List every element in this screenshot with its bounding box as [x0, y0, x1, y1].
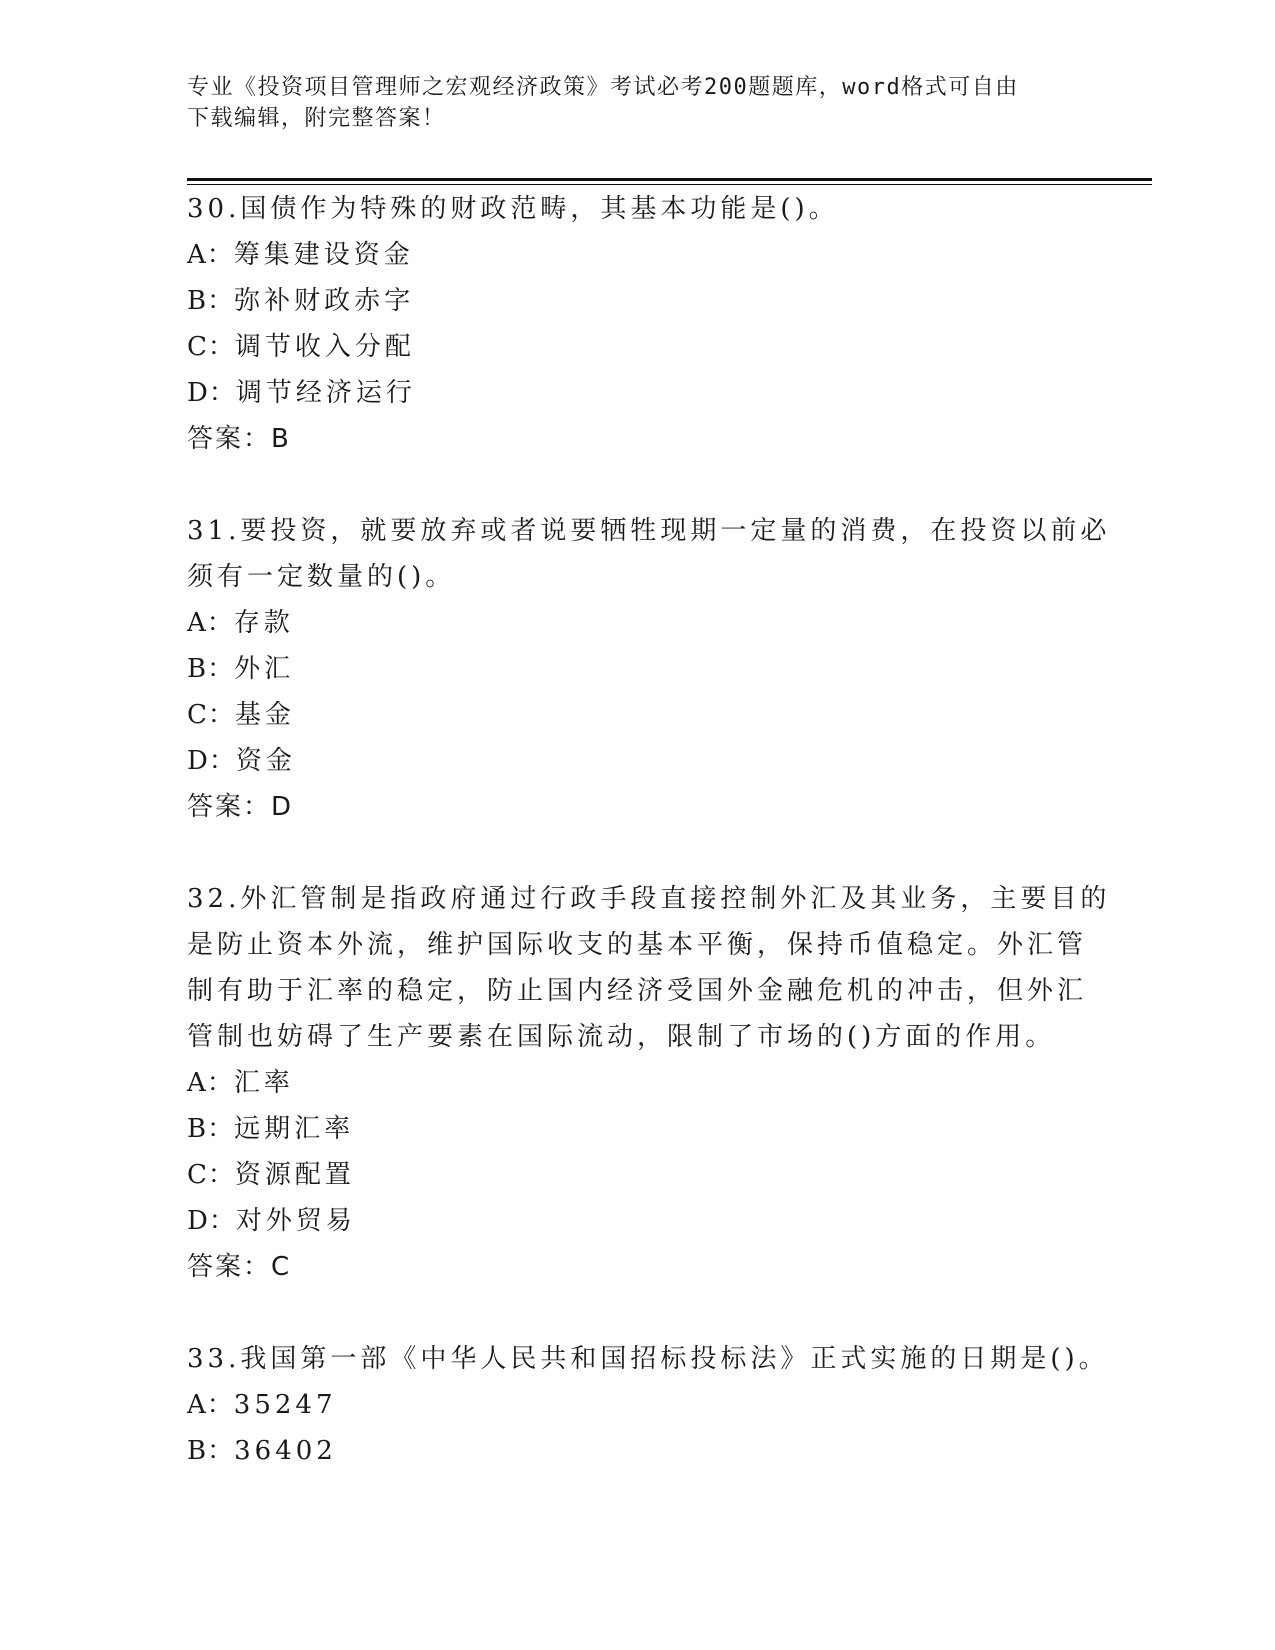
option-text: 资源配置: [234, 1160, 355, 1190]
question-stem: 32.外汇管制是指政府通过行政手段直接控制外汇及其业务，主要目的: [187, 884, 1111, 914]
option-a: [187, 232, 1087, 278]
option-c: [187, 692, 1087, 738]
header-line-2: 下载编辑，附完整答案！: [187, 106, 446, 131]
question-stem: 30.国债作为特殊的财政范畴，其基本功能是()。: [187, 194, 839, 224]
option-key: B：: [187, 1114, 235, 1144]
option-key: C：: [187, 1160, 235, 1190]
option-a: [187, 600, 1087, 646]
option-text: 对外贸易: [235, 1206, 356, 1236]
answer-line: 答案：D: [187, 792, 294, 822]
option-d: [187, 738, 1087, 784]
option-text: 存款: [233, 608, 294, 638]
option-key: A：: [187, 240, 234, 270]
question-30: [187, 186, 1087, 462]
option-d: [187, 1198, 1087, 1244]
option-b: [187, 646, 1087, 692]
option-a: [187, 1382, 1087, 1428]
option-c: [187, 324, 1087, 370]
header-divider-thick: [187, 178, 1152, 181]
question-stem: 须有一定数量的()。: [187, 562, 456, 592]
option-text: 35247: [233, 1390, 337, 1420]
option-text: 基金: [234, 700, 295, 730]
option-b: [187, 278, 1087, 324]
option-text: 汇率: [233, 1068, 294, 1098]
question-stem: 制有助于汇率的稳定，防止国内经济受国外金融危机的冲击，但外汇: [187, 976, 1088, 1006]
question-list: [187, 186, 1111, 1520]
option-key: B：: [187, 1436, 235, 1466]
question-31: [187, 508, 1111, 830]
option-key: D：: [187, 746, 236, 776]
question-33: [187, 1336, 1109, 1474]
option-text: 外汇: [234, 654, 295, 684]
option-c: [187, 1152, 1087, 1198]
option-key: B：: [187, 286, 235, 316]
option-key: C：: [187, 332, 235, 362]
option-key: B：: [187, 654, 235, 684]
answer-line: 答案：C: [187, 1252, 292, 1282]
option-key: D：: [187, 378, 236, 408]
header-line-1: 专业《投资项目管理师之宏观经济政策》考试必考200题题库，word格式可自由: [187, 75, 1019, 100]
option-text: 调节经济运行: [235, 378, 416, 408]
option-d: [187, 370, 1087, 416]
question-stem: 31.要投资，就要放弃或者说要牺牲现期一定量的消费，在投资以前必: [187, 516, 1111, 546]
document-header: [187, 72, 1067, 134]
option-key: A：: [187, 1390, 234, 1420]
option-b: [187, 1106, 1087, 1152]
option-text: 资金: [235, 746, 296, 776]
option-key: A：: [187, 608, 234, 638]
option-text: 36402: [234, 1436, 337, 1466]
option-a: [187, 1060, 1087, 1106]
option-key: C：: [187, 700, 235, 730]
question-stem: 33.我国第一部《中华人民共和国招标投标法》正式实施的日期是()。: [187, 1344, 1109, 1374]
header-divider-thin: [187, 184, 1152, 185]
option-text: 弥补财政赤字: [234, 286, 415, 316]
answer-line: 答案：B: [187, 424, 291, 454]
question-stem: 管制也妨碍了生产要素在国际流动，限制了市场的()方面的作用。: [187, 1022, 1056, 1052]
question-32: [187, 876, 1111, 1290]
option-text: 调节收入分配: [234, 332, 415, 362]
option-text: 远期汇率: [234, 1114, 355, 1144]
question-stem: 是防止资本外流，维护国际收支的基本平衡，保持币值稳定。外汇管: [187, 930, 1088, 960]
option-text: 筹集建设资金: [233, 240, 414, 270]
option-key: A：: [187, 1068, 234, 1098]
option-b: [187, 1428, 1087, 1474]
option-key: D：: [187, 1206, 236, 1236]
